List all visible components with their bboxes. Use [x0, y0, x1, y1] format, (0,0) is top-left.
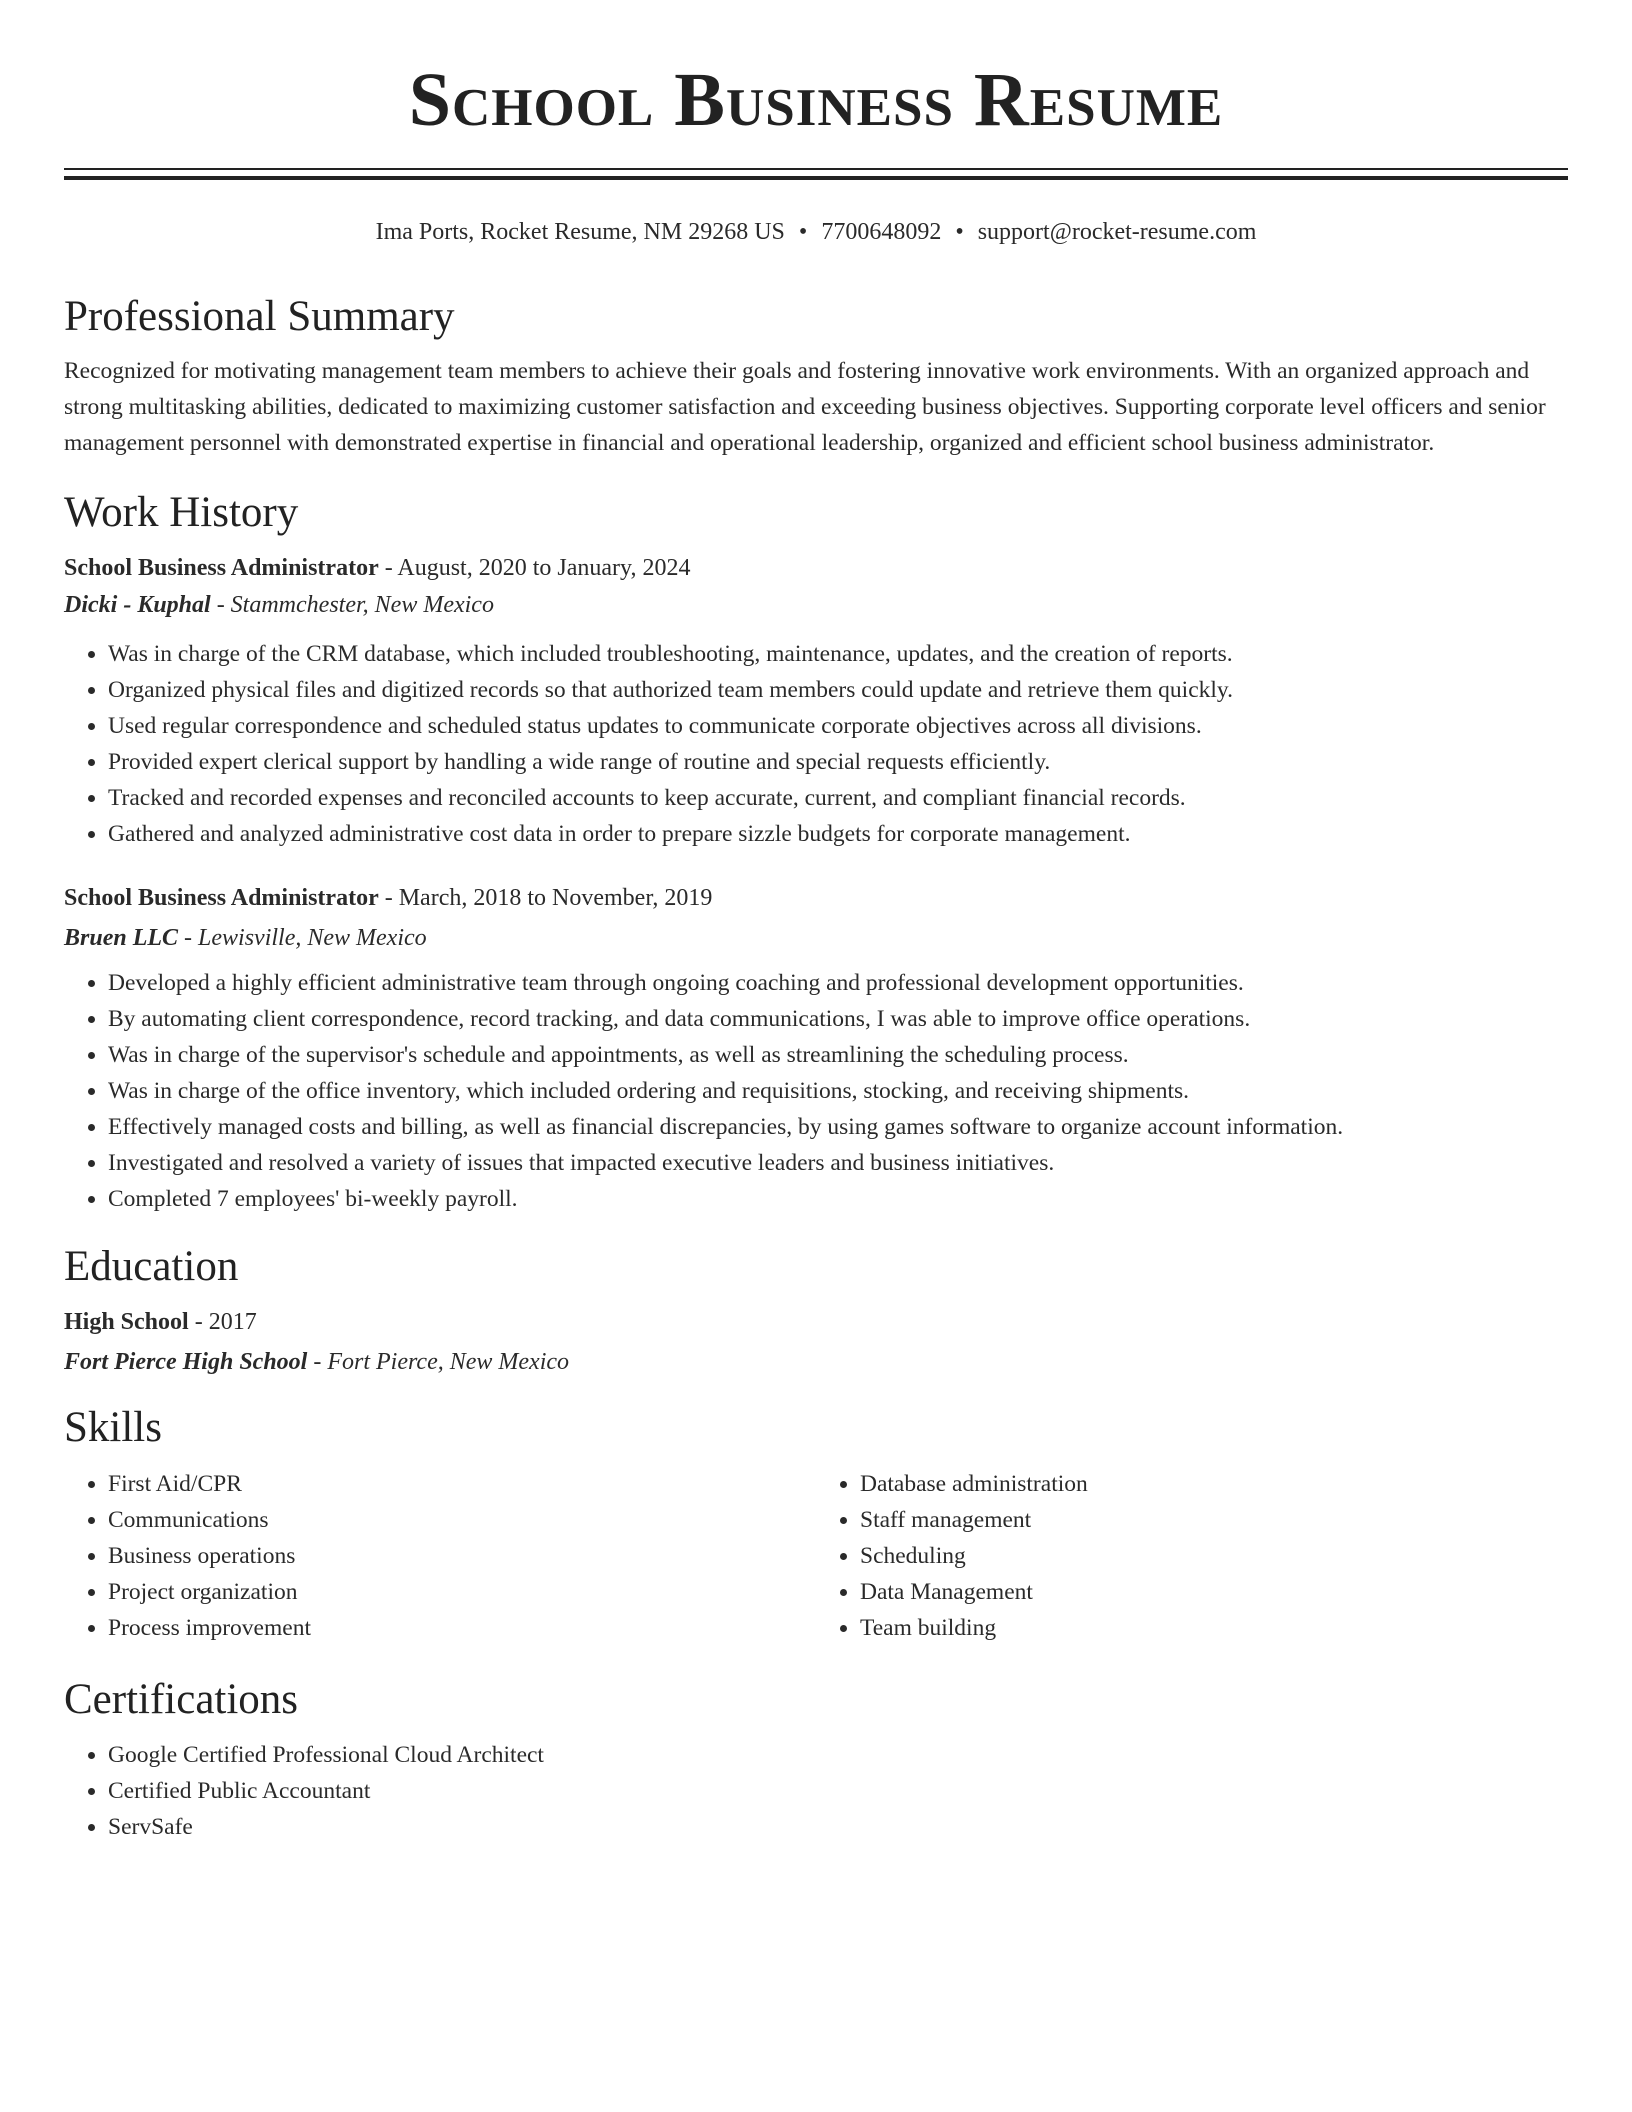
- job-bullet: • Provided expert clerical support by handling a wide range of routine and special requests efficiently.: [108, 744, 1568, 780]
- job-title: School Business Administrator: [64, 884, 379, 911]
- contact-address: Ima Ports, Rocket Resume, NM 29268 US: [375, 219, 785, 245]
- title-rule-thin: [64, 168, 1568, 170]
- skill-item: • Staff management: [860, 1502, 1568, 1538]
- job-bullet: • Organized physical files and digitized records so that authorized team members could update and retrieve them quickly.: [108, 672, 1568, 708]
- job-entry: [64, 554, 1568, 852]
- contact-email: support@rocket-resume.com: [977, 219, 1257, 245]
- title-rule-thick: [64, 176, 1568, 180]
- summary-heading: Professional Summary: [64, 292, 455, 340]
- job-bullet: • Completed 7 employees' bi-weekly payroll.: [108, 1181, 1568, 1217]
- job-bullet: • Was in charge of the CRM database, which included troubleshooting, maintenance, updates, and the creation of reports.: [108, 636, 1568, 672]
- job-bullet: • Was in charge of the office inventory, which included ordering and requisitions, stocking, and receiving shipments.: [108, 1073, 1568, 1109]
- job-dates: - August, 2020 to January, 2024: [378, 555, 691, 582]
- skill-item: • First Aid/CPR: [108, 1466, 816, 1502]
- resume-title: School Business Resume: [408, 58, 1224, 142]
- skill-item: • Database administration: [860, 1466, 1568, 1502]
- contact-phone: 7700648092: [821, 219, 942, 245]
- job-bullet: • Was in charge of the supervisor's schedule and appointments, as well as streamlining the scheduling process.: [108, 1037, 1568, 1073]
- skill-item: • Process improvement: [108, 1610, 816, 1646]
- employer-location: - Lewisville, New Mexico: [178, 924, 427, 951]
- job-entry: [64, 884, 1568, 1217]
- degree: High School: [64, 1308, 189, 1335]
- job-title: School Business Administrator: [64, 555, 379, 582]
- certification-item: • Google Certified Professional Cloud Architect: [108, 1737, 1568, 1773]
- job-dates: - March, 2018 to November, 2019: [378, 884, 713, 911]
- employer-line: [64, 591, 1568, 620]
- employer-line: [64, 924, 1568, 953]
- school-name: Fort Pierce High School: [64, 1348, 308, 1375]
- job-bullet: • Tracked and recorded expenses and reconciled accounts to keep accurate, current, and compliant financial records.: [108, 780, 1568, 816]
- school-line: [64, 1348, 1568, 1377]
- summary-text: Recognized for motivating management team members to achieve their goals and fostering innovative work environments. With an organized approach and strong multitasking abilities, dedicated to maximizing customer satisfaction and exceeding business objectives. Supporting corporate level officers and senior management personnel with demonstrated expertise in financial and operational leadership, organized and efficient school business administrator.: [64, 358, 1546, 457]
- certification-item: • ServSafe: [108, 1809, 1568, 1845]
- skills-heading: Skills: [64, 1404, 162, 1452]
- school-location: - Fort Pierce, New Mexico: [307, 1348, 570, 1375]
- job-bullets: [64, 965, 1568, 1217]
- employer-name: Dicki - Kuphal: [64, 592, 211, 619]
- graduation-year: - 2017: [188, 1308, 257, 1335]
- education-heading: Education: [64, 1242, 239, 1290]
- skill-item: • Project organization: [108, 1574, 816, 1610]
- job-bullets: [64, 636, 1568, 852]
- degree-line: [64, 1308, 1568, 1337]
- skill-item: • Communications: [108, 1502, 816, 1538]
- contact-separator: •: [798, 219, 808, 245]
- education-entry: [64, 1308, 1568, 1377]
- employer-location: - Stammchester, New Mexico: [210, 592, 494, 619]
- job-title-line: [64, 554, 1568, 583]
- skill-item: • Business operations: [108, 1538, 816, 1574]
- job-bullet: • Gathered and analyzed administrative cost data in order to prepare sizzle budgets for corporate management.: [108, 816, 1568, 852]
- skill-item: • Team building: [860, 1610, 1568, 1646]
- skills-right-list: [816, 1466, 1568, 1646]
- skills-columns: [64, 1466, 1568, 1646]
- job-bullet: • By automating client correspondence, record tracking, and data communications, I was able to improve office operations.: [108, 1001, 1568, 1037]
- job-bullet: • Used regular correspondence and scheduled status updates to communicate corporate objectives across all divisions.: [108, 708, 1568, 744]
- certification-item: • Certified Public Accountant: [108, 1773, 1568, 1809]
- job-bullet: • Investigated and resolved a variety of issues that impacted executive leaders and business initiatives.: [108, 1145, 1568, 1181]
- skills-left-list: [64, 1466, 816, 1646]
- contact-separator: •: [955, 219, 964, 245]
- work-history-heading: Work History: [64, 489, 299, 537]
- job-bullet: • Developed a highly efficient administrative team through ongoing coaching and professional development opportunities.: [108, 965, 1568, 1001]
- resume-page: [64, 0, 1568, 1845]
- contact-line: [64, 218, 1568, 247]
- employer-name: Bruen LLC: [64, 924, 179, 951]
- job-bullet: • Effectively managed costs and billing, as well as financial discrepancies, by using games software to organize account information.: [108, 1109, 1568, 1145]
- skill-item: • Data Management: [860, 1574, 1568, 1610]
- skill-item: • Scheduling: [860, 1538, 1568, 1574]
- certifications-list: [64, 1737, 1568, 1845]
- certifications-heading: Certifications: [64, 1675, 299, 1723]
- job-title-line: [64, 884, 1568, 913]
